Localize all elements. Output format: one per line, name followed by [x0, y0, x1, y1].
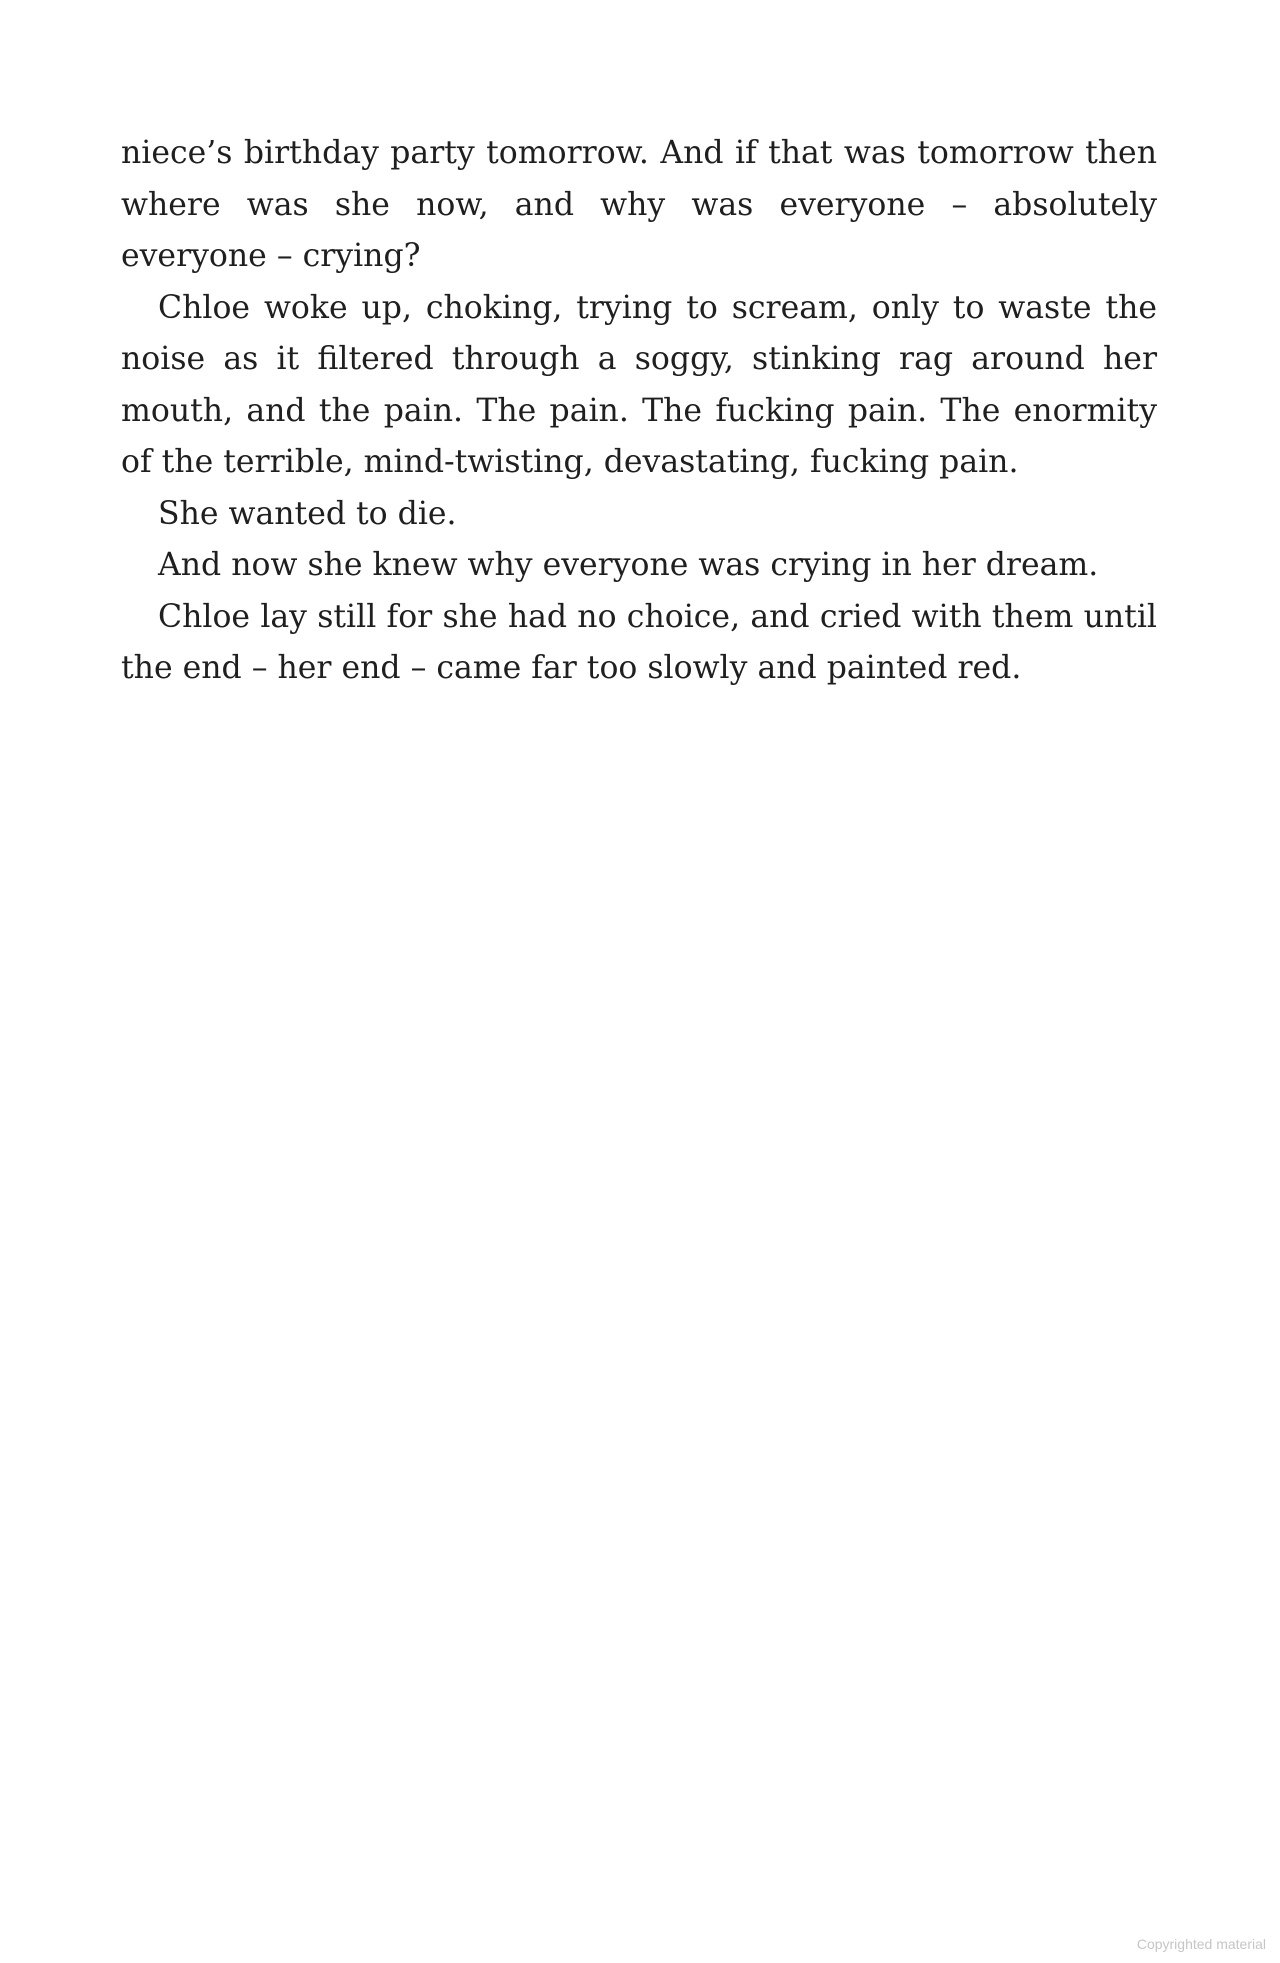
paragraph-3: She wanted to die. — [158, 495, 457, 532]
paragraph-2: Chloe woke up, choking, trying to scream, only to waste the noise as it filtered through a soggy, stinking rag around her mouth, and the pain. The pain. The fucking pain. The enormity of the terrible, mind-twisting, devastating, fucking pain. — [121, 289, 1157, 480]
paragraph-5: Chloe lay still for she had no choice, and cried with them until the end – her end – came far too slowly and painted red. — [121, 598, 1157, 686]
body-text — [121, 128, 1157, 695]
paragraph-4: And now she knew why everyone was crying in her dream. — [158, 547, 1099, 583]
paragraph-1: niece’s birthday party tomorrow. And if that was tomorrow then where was she now, and why was everyone – absolutely everyone – crying? — [121, 135, 1157, 274]
copyright-watermark: Copyrighted material — [1136, 1936, 1266, 1952]
